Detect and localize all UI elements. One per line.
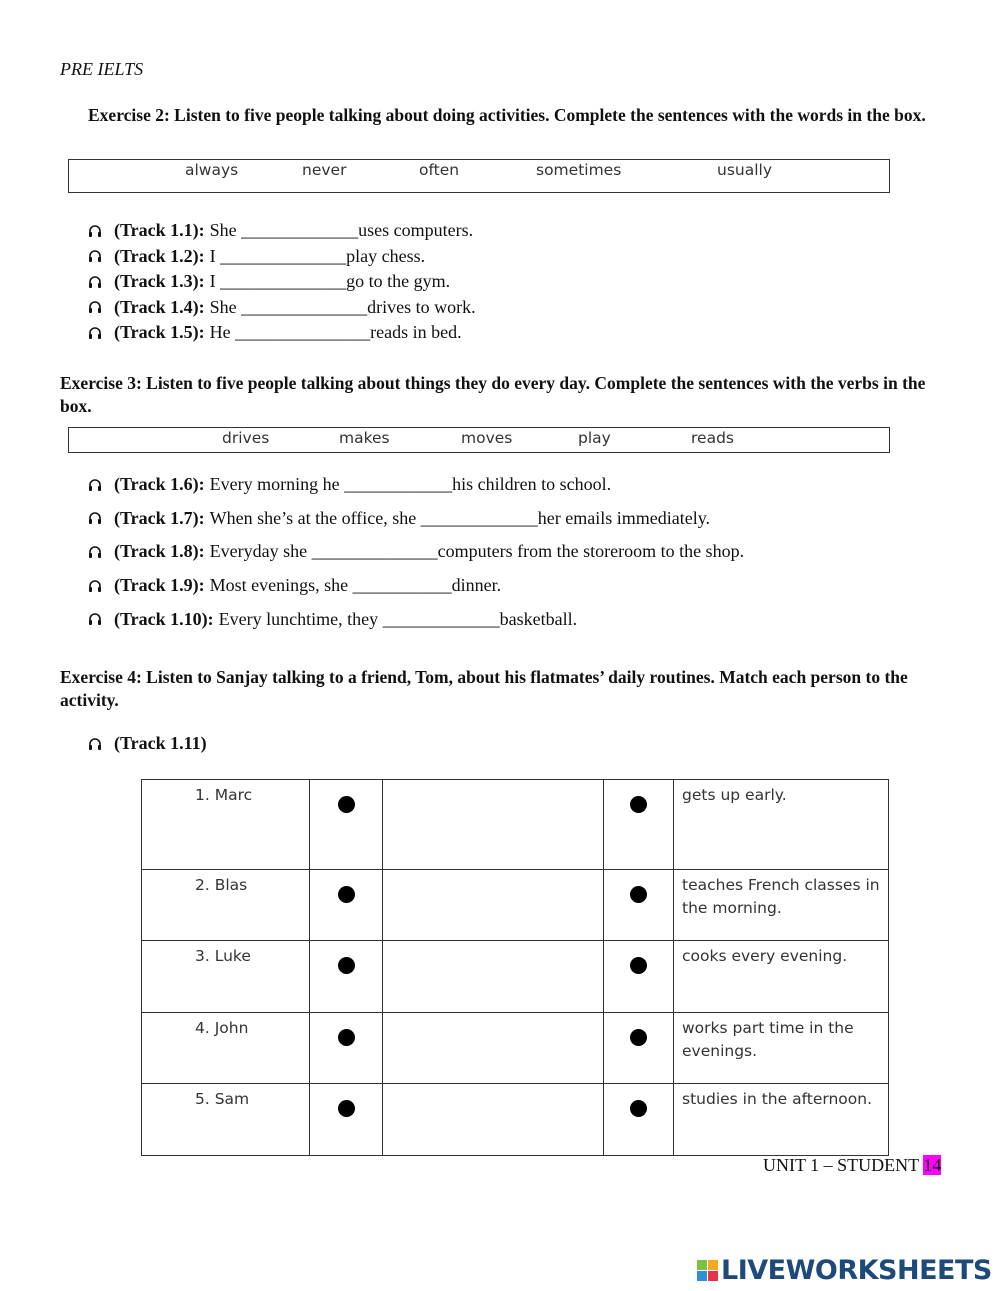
sentence-start: I	[209, 245, 216, 266]
table-row	[142, 780, 889, 870]
sentence-start: Most evenings, she	[209, 575, 349, 596]
sentence-item	[88, 322, 462, 343]
track-label[interactable]: (Track 1.5):	[114, 322, 205, 343]
page-number: 14	[923, 1155, 942, 1175]
sentence-item	[88, 246, 425, 267]
sentence-start: I	[209, 271, 216, 292]
exercise-4-title: Exercise 4: Listen to Sanjay talking to a friend, Tom, about his flatmates’ daily routines. Match each person to the activity.	[60, 667, 908, 710]
table-row	[142, 1084, 889, 1156]
sentence-end: uses computers.	[358, 220, 474, 240]
left-dot-cell[interactable]	[310, 941, 383, 1013]
sentence-start: When she’s at the office, she	[209, 507, 417, 528]
table-row	[142, 941, 889, 1013]
headphones-icon[interactable]	[88, 545, 102, 559]
sentence-end: his children to school.	[452, 474, 612, 494]
answer-blank[interactable]: ______________	[241, 296, 368, 317]
exercise-3-title: Exercise 3: Listen to five people talking about things they do every day. Complete the sentences with the verbs in the box.	[60, 373, 926, 416]
sentence-end: go to the gym.	[346, 271, 451, 292]
sentence-start: She	[209, 296, 237, 317]
sentence-start: Every morning he	[209, 474, 340, 494]
match-dot[interactable]	[630, 796, 647, 813]
word: drives	[222, 429, 270, 447]
word: usually	[717, 161, 773, 179]
answer-blank[interactable]: _____________	[382, 608, 500, 629]
word: moves	[461, 429, 513, 447]
headphones-icon[interactable]	[88, 511, 102, 525]
exercise-3-word-box	[68, 427, 890, 453]
person-cell: 1. Marc	[142, 780, 310, 870]
match-dot[interactable]	[630, 1029, 647, 1046]
answer-blank[interactable]: ____________	[344, 474, 453, 494]
activity-cell: works part time in the evenings.	[674, 1013, 889, 1084]
sentence-item	[88, 541, 744, 562]
table-row	[142, 870, 889, 941]
answer-blank[interactable]: _____________	[241, 220, 359, 240]
sentence-end: reads in bed.	[370, 322, 462, 343]
sentence-item	[88, 508, 710, 529]
answer-blank[interactable]: ___________	[352, 575, 452, 596]
headphones-icon[interactable]	[88, 478, 102, 492]
track-label[interactable]: (Track 1.4):	[114, 296, 205, 317]
sentence-item	[88, 609, 577, 630]
match-dot[interactable]	[630, 886, 647, 903]
match-dot[interactable]	[338, 1100, 355, 1117]
match-dot[interactable]	[630, 1100, 647, 1117]
logo-text: LIVEWORKSHEETS	[721, 1255, 992, 1286]
sentence-end: drives to work.	[367, 296, 476, 317]
gap-cell	[383, 1013, 604, 1084]
logo-icon	[697, 1260, 718, 1281]
word: makes	[339, 429, 390, 447]
gap-cell	[383, 870, 604, 941]
exercise-2-title: Exercise 2: Listen to five people talking about doing activities. Complete the sentences with the words in the box.	[88, 105, 926, 125]
right-dot-cell[interactable]	[604, 1013, 674, 1084]
table-row	[142, 1013, 889, 1084]
headphones-icon[interactable]	[88, 275, 102, 289]
gap-cell	[383, 941, 604, 1013]
right-dot-cell[interactable]	[604, 941, 674, 1013]
sentence-start: Every lunchtime, they	[218, 608, 379, 629]
track-label[interactable]: (Track 1.10):	[114, 608, 214, 629]
activity-cell: teaches French classes in the morning.	[674, 870, 889, 941]
sentence-item	[88, 575, 501, 596]
sentence-end: basketball.	[499, 608, 578, 629]
track-label[interactable]: (Track 1.2):	[114, 245, 205, 266]
sentence-end: dinner.	[451, 575, 502, 596]
left-dot-cell[interactable]	[310, 780, 383, 870]
word: always	[185, 161, 239, 179]
track-label[interactable]: (Track 1.7):	[114, 507, 205, 528]
headphones-icon[interactable]	[88, 300, 102, 314]
match-dot[interactable]	[338, 957, 355, 974]
right-dot-cell[interactable]	[604, 780, 674, 870]
person-cell: 5. Sam	[142, 1084, 310, 1156]
page-footer	[763, 1155, 941, 1176]
answer-blank[interactable]: ______________	[220, 245, 347, 266]
headphones-icon[interactable]	[88, 326, 102, 340]
left-dot-cell[interactable]	[310, 1013, 383, 1084]
activity-cell: cooks every evening.	[674, 941, 889, 1013]
answer-blank[interactable]: ______________	[220, 271, 347, 292]
headphones-icon[interactable]	[88, 249, 102, 263]
left-dot-cell[interactable]	[310, 870, 383, 941]
sentence-end: computers from the storeroom to the shop.	[437, 541, 745, 562]
sentence-item	[88, 271, 450, 292]
exercise-4-track	[88, 733, 212, 754]
match-dot[interactable]	[630, 957, 647, 974]
sentence-start: Everyday she	[209, 541, 308, 562]
sentence-start: He	[209, 322, 231, 343]
sentence-item	[88, 474, 611, 495]
sentence-end: play chess.	[346, 245, 426, 266]
sentence-start: She	[209, 220, 237, 240]
matching-table	[141, 779, 889, 1156]
sentence-end: her emails immediately.	[537, 507, 711, 528]
word: often	[419, 161, 460, 179]
answer-blank[interactable]: _______________	[235, 322, 371, 343]
activity-cell: gets up early.	[674, 780, 889, 870]
track-label[interactable]: (Track 1.6):	[114, 474, 205, 494]
headphones-icon[interactable]	[88, 612, 102, 626]
word: play	[578, 429, 611, 447]
track-label[interactable]: (Track 1.8):	[114, 541, 205, 562]
word: reads	[691, 429, 734, 447]
gap-cell	[383, 780, 604, 870]
person-cell: 4. John	[142, 1013, 310, 1084]
word: never	[302, 161, 347, 179]
answer-blank[interactable]: _____________	[420, 507, 538, 528]
exercise-2-word-box	[68, 159, 890, 193]
sentence-item	[88, 220, 473, 241]
track-label[interactable]: (Track 1.1):	[114, 220, 205, 240]
right-dot-cell[interactable]	[604, 1084, 674, 1156]
track-label[interactable]: (Track 1.3):	[114, 271, 205, 292]
page-header: PRE IELTS	[60, 59, 144, 79]
person-cell: 3. Luke	[142, 941, 310, 1013]
activity-cell: studies in the afternoon.	[674, 1084, 889, 1156]
headphones-icon[interactable]	[88, 579, 102, 593]
match-dot[interactable]	[338, 796, 355, 813]
liveworksheets-logo	[697, 1255, 992, 1286]
answer-blank[interactable]: ______________	[311, 541, 438, 562]
person-cell: 2. Blas	[142, 870, 310, 941]
headphones-icon[interactable]	[88, 224, 102, 238]
sentence-item	[88, 297, 476, 318]
right-dot-cell[interactable]	[604, 870, 674, 941]
word: sometimes	[536, 161, 622, 179]
left-dot-cell[interactable]	[310, 1084, 383, 1156]
match-dot[interactable]	[338, 886, 355, 903]
footer-text: UNIT 1 – STUDENT	[763, 1155, 919, 1175]
track-label[interactable]: (Track 1.9):	[114, 575, 205, 596]
track-label[interactable]: (Track 1.11)	[114, 733, 207, 753]
match-dot[interactable]	[338, 1029, 355, 1046]
gap-cell	[383, 1084, 604, 1156]
headphones-icon[interactable]	[88, 737, 102, 751]
